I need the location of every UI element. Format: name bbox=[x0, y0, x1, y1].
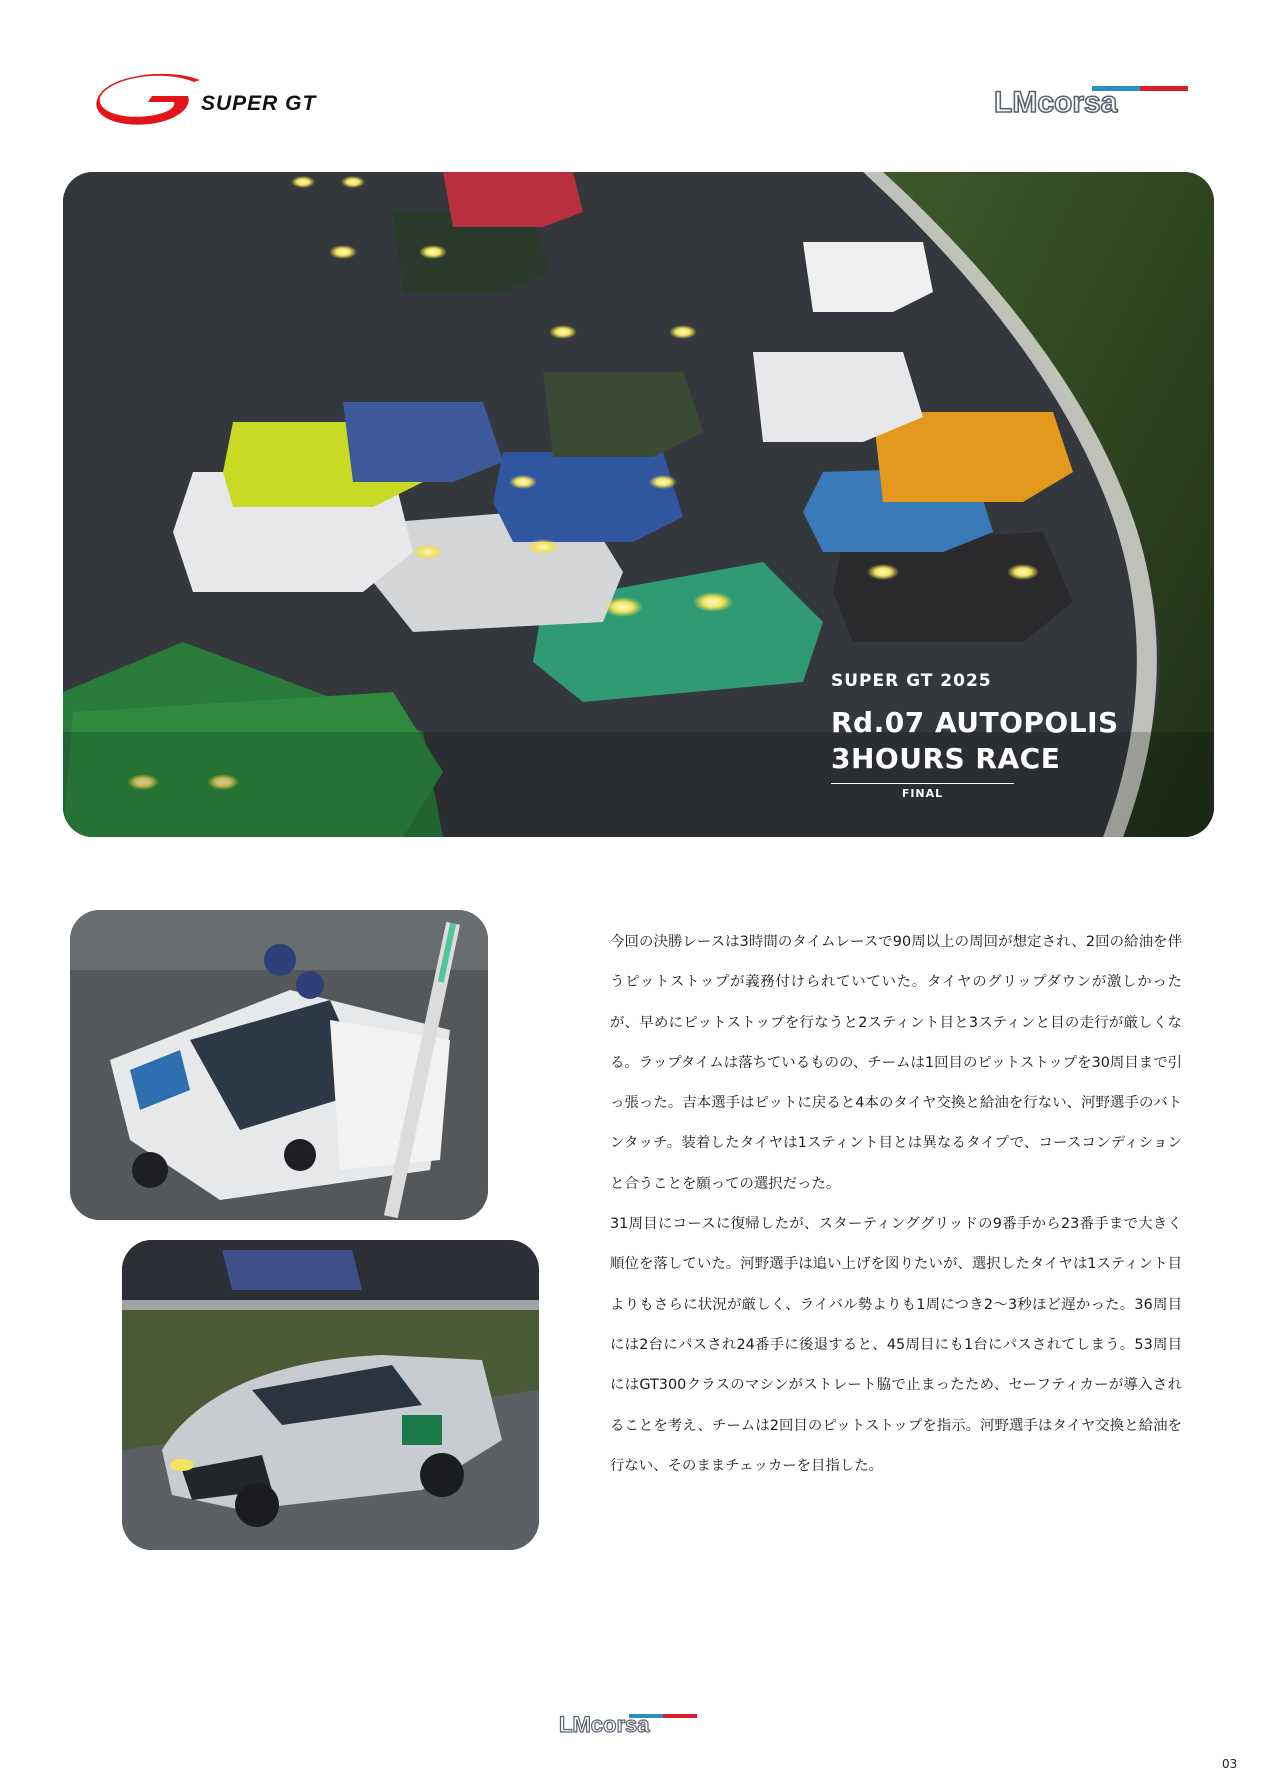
car-on-track-image bbox=[122, 1240, 539, 1550]
super-gt-logo-text: SUPER GT bbox=[201, 92, 317, 115]
footer-logo-text: LMcorsa bbox=[559, 1712, 650, 1737]
footer-lmcorsa-logo bbox=[559, 1712, 719, 1738]
hero-divider bbox=[831, 783, 1014, 784]
hero-final-tag: FINAL bbox=[901, 787, 944, 800]
article-body bbox=[610, 922, 1182, 1486]
pit-stop-image bbox=[70, 910, 488, 1220]
lmcorsa-logo bbox=[994, 84, 1194, 120]
pit-stop-photo bbox=[70, 910, 488, 1220]
super-gt-swoosh-icon bbox=[96, 72, 206, 128]
article-paragraph: 31周目にコースに復帰したが、スターティンググリッドの9番手から23番手まで大きく順位を落していた。河野選手は追い上げを図りたいが、選択したタイヤは1スティント目よりもさらに状況が厳しく、ライバル勢よりも1周につき2〜3秒ほど遅かった。36周目には2台にパスされ24番手に後退すると、45周目にも1台にパスされてしまう。53周目にはGT300クラスのマシンがストレート脇で止まったため、セーフティカーが導入されることを考え、チームは2回目のピットストップを指示。河野選手はタイヤ交換と給油を行ない、そのままチェッカーを目指した。 bbox=[610, 1216, 1182, 1474]
hero-title-line1: Rd.07 AUTOPOLIS bbox=[831, 706, 1119, 739]
logo-red-bar bbox=[1140, 86, 1188, 91]
article-paragraph: 今回の決勝レースは3時間のタイムレースで90周以上の周回が想定され、2回の給油を伴うピットストップが義務付けられていていた。タイヤのグリップダウンが激しかったが、早めにピットストップを行なうと2スティント目と3スティンと目の走行が厳しくなる。ラップタイムは落ちているものの、チームは1回目のピットストップを30周目まで引っ張った。吉本選手はピットに戻ると4本のタイヤ交換と給油を行ない、河野選手のバトンタッチ。装着したタイヤは1スティント目とは異なるタイプで、コースコンディションと合うことを願っての選択だった。 bbox=[610, 934, 1182, 1192]
hero-series-label: SUPER GT 2025 bbox=[831, 671, 992, 691]
footer-logo-red-bar bbox=[663, 1714, 697, 1718]
hero-title-line2: 3HOURS RACE bbox=[831, 742, 1061, 775]
hero-title-block bbox=[831, 671, 1151, 800]
lmcorsa-logo-text: LMcorsa bbox=[994, 86, 1118, 119]
super-gt-logo bbox=[96, 72, 376, 128]
car-on-track-photo bbox=[122, 1240, 539, 1550]
hero-photo bbox=[63, 172, 1214, 837]
page-number: 03 bbox=[1222, 1757, 1238, 1771]
